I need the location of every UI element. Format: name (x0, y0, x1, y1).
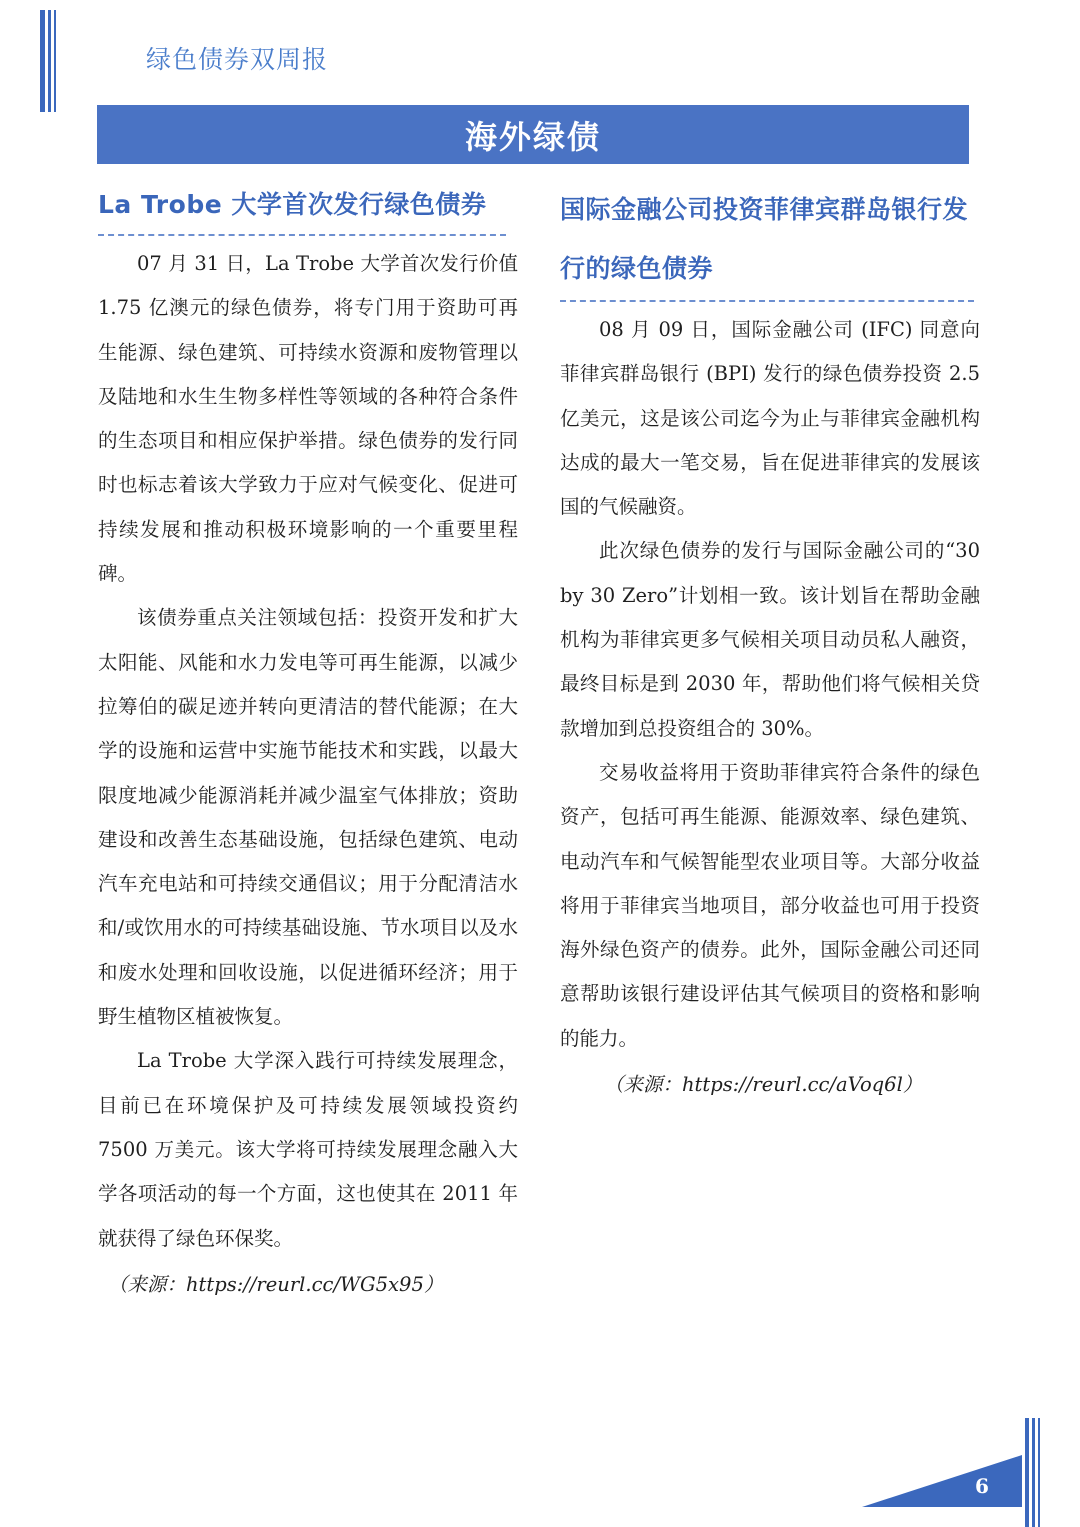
header-decoration-bars (40, 10, 64, 112)
left-article (98, 180, 518, 1307)
page-number-triangle (862, 1455, 1022, 1507)
right-title-divider (560, 300, 974, 302)
report-header-title: 绿色债券双周报 (146, 45, 329, 74)
right-article-source: （来源：https://reurl.cc/aVoq6l） (604, 1073, 923, 1097)
left-article-paragraph: 该债券重点关注领域包括：投资开发和扩大太阳能、风能和水力发电等可再生能源，以减少拉筹伯的碳足迹并转向更清洁的替代能源；在大学的设施和运营中实施节能技术和实践，以最大限度地减少能源消耗并减少温室气体排放；资助建设和改善生态基础设施，包括绿色建筑、电动汽车充电站和可持续交通倡议；用于分配清洁水和/或饮用水的可持续基础设施、节水项目以及水和废水处理和回收设施，以促进循环经济；用于野生植物区植被恢复。 (98, 606, 518, 1029)
right-article-paragraph: 交易收益将用于资助菲律宾符合条件的绿色资产，包括可再生能源、能源效率、绿色建筑、电动汽车和气候智能型农业项目等。大部分收益将用于菲律宾当地项目，部分收益也可用于投资海外绿色资产的债券。此外，国际金融公司还同意帮助该银行建设评估其气候项目的资格和影响的能力。 (560, 760, 980, 1050)
right-article-title: 国际金融公司投资菲律宾群岛银行发行的绿色债券 (560, 195, 969, 283)
right-article-paragraph: 此次绿色债券的发行与国际金融公司的“30 by 30 Zero”计划相一致。该计划旨在帮助金融机构为菲律宾更多气候相关项目动员私人融资，最终目标是到 2030 年，帮助他们将气候相关贷款增加到总投资组合的 30%。 (560, 539, 980, 740)
left-article-title: La Trobe 大学首次发行绿色债券 (98, 190, 487, 219)
left-title-divider (98, 234, 506, 236)
left-article-source: （来源：https://reurl.cc/WG5x95） (108, 1272, 444, 1296)
page-number: 6 (975, 1474, 989, 1498)
footer-decoration-bars (1025, 1418, 1043, 1527)
section-banner-title: 海外绿债 (464, 117, 601, 156)
right-article-paragraph: 08 月 09 日，国际金融公司 (IFC) 同意向菲律宾群岛银行 (BPI) 发行的绿色债券投资 2.5 亿美元，这是该公司迄今为止与菲律宾金融机构达成的最大一笔交易，旨在促进菲律宾的发展该国的气候融资。 (560, 318, 980, 519)
right-article (560, 180, 980, 1107)
section-banner (97, 105, 969, 164)
left-article-paragraph: 07 月 31 日，La Trobe 大学首次发行价值 1.75 亿澳元的绿色债券，将专门用于资助可再生能源、绿色建筑、可持续水资源和废物管理以及陆地和水生生物多样性等领域的各种符合条件的生态项目和相应保护举措。绿色债券的发行同时也标志着该大学致力于应对气候变化、促进可持续发展和推动积极环境影响的一个重要里程碑。 (98, 252, 518, 586)
left-article-paragraph: La Trobe 大学深入践行可持续发展理念，目前已在环境保护及可持续发展领域投资约 7500 万美元。该大学将可持续发展理念融入大学各项活动的每一个方面，这也使其在 2011 年就获得了绿色环保奖。 (98, 1049, 518, 1250)
